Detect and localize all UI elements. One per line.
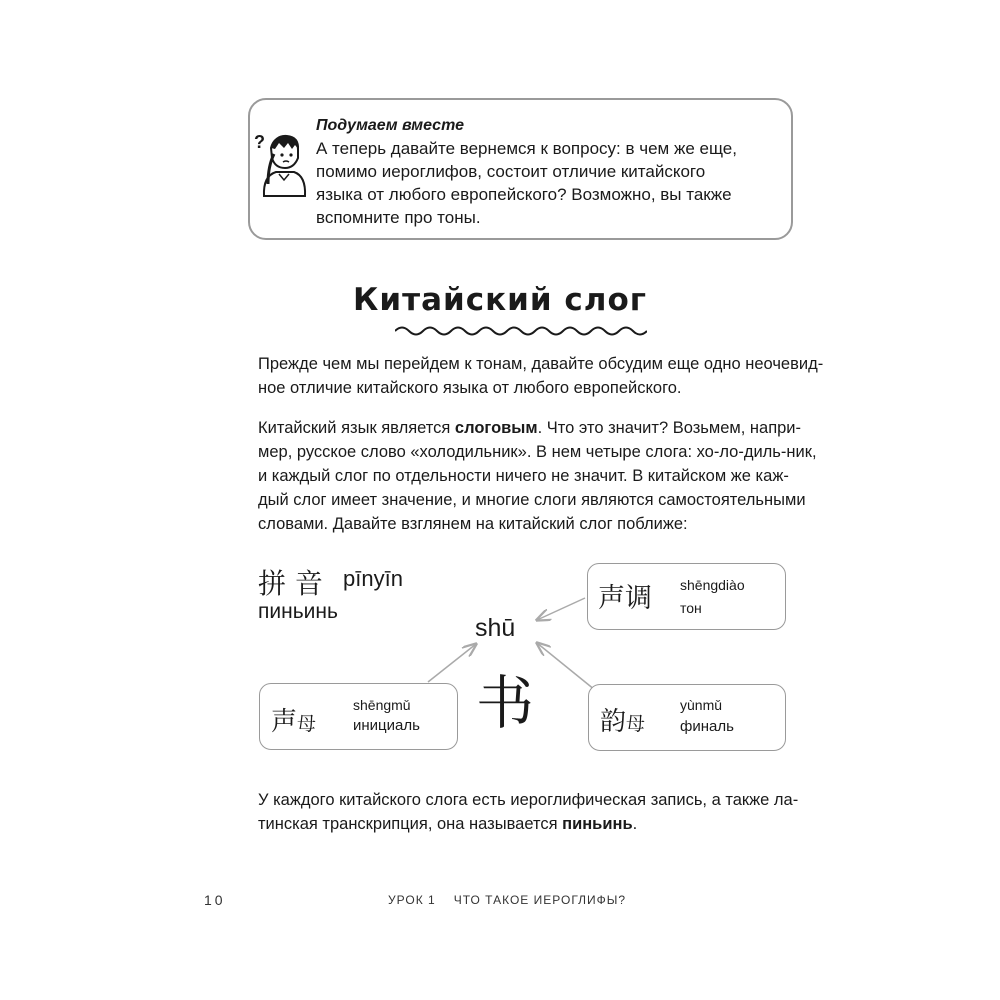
- arrow-final-to-syllable: [537, 643, 595, 690]
- initial-russian: инициаль: [353, 717, 420, 734]
- final-russian: финаль: [680, 718, 734, 735]
- pinyin-russian: пиньинь: [258, 600, 338, 623]
- initial-latin: shēngmǔ: [353, 697, 411, 713]
- initial-hanzi: 声母: [271, 707, 317, 737]
- syllable-label: shū: [475, 614, 516, 642]
- paragraph-line: Китайский язык является слоговым. Что это значит? Возьмем, напри-: [258, 419, 802, 437]
- paragraph-line: ное отличие китайского языка от любого европейского.: [258, 379, 682, 397]
- bold-term-pinyin: пиньинь: [562, 815, 633, 833]
- page-number: 10: [204, 892, 226, 908]
- think-title: Подумаем вместе: [316, 117, 464, 134]
- paragraph-line: мер, русское слово «холодильник». В нем четыре слога: хо-ло-диль-ник,: [258, 443, 817, 461]
- pinyin-hanzi: 拼 音: [258, 567, 323, 600]
- paragraph-line: и каждый слог по отдельности ничего не значит. В китайском же каж-: [258, 467, 789, 485]
- paragraph-line: Прежде чем мы перейдем к тонам, давайте обсудим еще одно неочевид-: [258, 355, 824, 373]
- running-footer: УРОК 1 ЧТО ТАКОЕ ИЕРОГЛИФЫ?: [388, 893, 627, 907]
- think-text-line: помимо иероглифов, состоит отличие китайского: [316, 162, 706, 181]
- final-hanzi: 韵母: [600, 707, 646, 737]
- tone-russian: тон: [680, 600, 702, 616]
- bold-term-syllabic: слоговым: [454, 419, 538, 437]
- think-text-line: языка от любого европейского? Возможно, вы также: [316, 185, 732, 204]
- paragraph-line: словами. Давайте взглянем на китайский слог поближе:: [258, 515, 688, 533]
- think-text-line: А теперь давайте вернемся к вопросу: в чем же еще,: [316, 139, 737, 158]
- arrow-tone-to-syllable: [537, 598, 585, 620]
- character-shu: 书: [476, 669, 535, 737]
- paragraph-line: тинская транскрипция, она называется пиньинь.: [258, 815, 638, 833]
- final-latin: yùnmǔ: [680, 697, 723, 713]
- tone-hanzi: 声调: [598, 583, 652, 614]
- question-mark-icon: ?: [254, 132, 265, 152]
- paragraph-line: У каждого китайского слога есть иероглифическая запись, а также ла-: [258, 791, 799, 809]
- paragraph-line: дый слог имеет значение, и многие слоги являются самостоятельными: [258, 491, 806, 509]
- section-title: Китайский слог: [353, 282, 647, 318]
- pinyin-latin: pīnyīn: [343, 566, 403, 591]
- arrow-initial-to-syllable: [428, 644, 476, 682]
- think-text-line: вспомните про тоны.: [316, 208, 481, 227]
- tone-latin: shēngdiào: [680, 577, 745, 593]
